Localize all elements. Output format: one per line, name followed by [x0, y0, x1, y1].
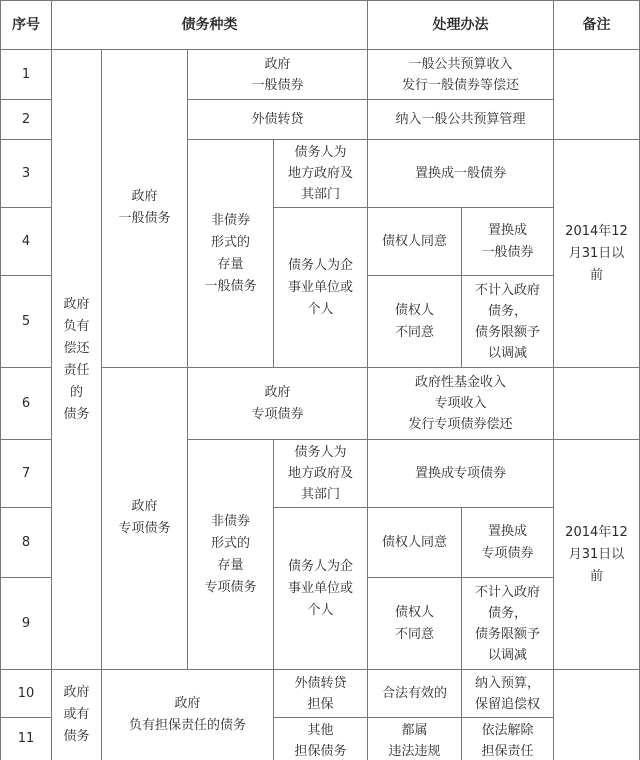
group-obligated-debt: 政府 负有 偿还 责任 的 债务: [52, 50, 102, 670]
treatment-method: 纳入一般公共预算管理: [368, 100, 554, 140]
header-remark: 备注: [554, 0, 640, 50]
row-number: 11: [0, 718, 52, 760]
row-number: 5: [0, 276, 52, 368]
subgroup-general-debt: 政府 一般债务: [102, 50, 188, 368]
row-number: 4: [0, 208, 52, 276]
treatment-method: 置换成 一般债券: [462, 208, 554, 276]
creditor-condition: 债权人 不同意: [368, 276, 462, 368]
treatment-method: 不计入政府 债务， 债务限额予 以调减: [462, 578, 554, 670]
debtor-enterprise: 债务人为企 事业单位或 个人: [274, 508, 368, 670]
row-number: 3: [0, 140, 52, 208]
treatment-method: 一般公共预算收入 发行一般债券等偿还: [368, 50, 554, 100]
validity-condition: 合法有效的: [368, 670, 462, 718]
header-treatment-method: 处理办法: [368, 0, 554, 50]
debt-type: 其他 担保债务: [274, 718, 368, 760]
remark-date: 2014年12 月31日以 前: [554, 140, 640, 368]
header-debt-category: 债务种类: [52, 0, 368, 50]
subgroup-guarantee-debt: 政府 负有担保责任的债务: [102, 670, 274, 760]
remark-date: 2014年12 月31日以 前: [554, 440, 640, 670]
remark-cell: [554, 670, 640, 760]
remark-cell: [554, 50, 640, 140]
treatment-method: 纳入预算， 保留追偿权: [462, 670, 554, 718]
creditor-condition: 债权人同意: [368, 508, 462, 578]
treatment-method: 政府性基金收入 专项收入 发行专项债券偿还: [368, 368, 554, 440]
stock-special-debt: 非债券 形式的 存量 专项债务: [188, 440, 274, 670]
treatment-method: 依法解除 担保责任: [462, 718, 554, 760]
debt-type: 政府 专项债券: [188, 368, 368, 440]
row-number: 9: [0, 578, 52, 670]
treatment-method: 置换成专项债券: [368, 440, 554, 508]
debt-type: 外债转贷 担保: [274, 670, 368, 718]
row-number: 2: [0, 100, 52, 140]
row-number: 10: [0, 670, 52, 718]
treatment-method: 置换成 专项债券: [462, 508, 554, 578]
debtor-enterprise: 债务人为企 事业单位或 个人: [274, 208, 368, 368]
debtor-government: 债务人为 地方政府及 其部门: [274, 440, 368, 508]
debt-type: 外债转贷: [188, 100, 368, 140]
creditor-condition: 债权人同意: [368, 208, 462, 276]
stock-general-debt: 非债券 形式的 存量 一般债务: [188, 140, 274, 368]
remark-cell: [554, 368, 640, 440]
treatment-method: 置换成一般债券: [368, 140, 554, 208]
validity-condition: 都属 违法违规: [368, 718, 462, 760]
debt-type: 政府 一般债券: [188, 50, 368, 100]
row-number: 7: [0, 440, 52, 508]
row-number: 8: [0, 508, 52, 578]
row-number: 6: [0, 368, 52, 440]
group-contingent-debt: 政府 或有 债务: [52, 670, 102, 760]
debtor-government: 债务人为 地方政府及 其部门: [274, 140, 368, 208]
header-index: 序号: [0, 0, 52, 50]
row-number: 1: [0, 50, 52, 100]
creditor-condition: 债权人 不同意: [368, 578, 462, 670]
treatment-method: 不计入政府 债务， 债务限额予 以调减: [462, 276, 554, 368]
subgroup-special-debt: 政府 专项债务: [102, 368, 188, 670]
